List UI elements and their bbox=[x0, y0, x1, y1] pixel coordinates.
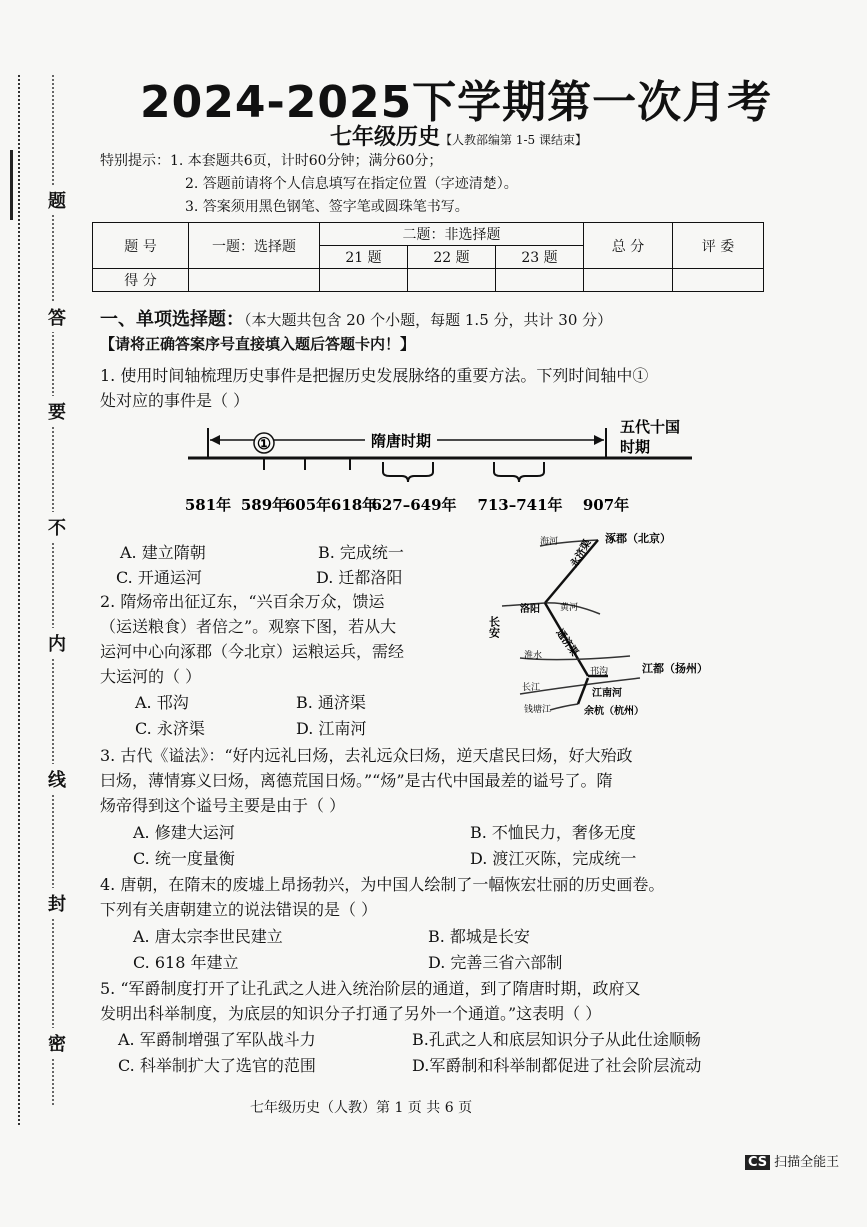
question-2-line: 大运河的（ ） bbox=[100, 667, 202, 686]
option[interactable]: C. 科举制扩大了选官的范围 bbox=[118, 1056, 316, 1075]
binding-char: 要 bbox=[48, 396, 66, 426]
map-label: 江南河 bbox=[592, 688, 622, 699]
cell-total-score: 总 分 bbox=[584, 223, 673, 269]
section-heading bbox=[100, 305, 612, 331]
grand-canal-map bbox=[480, 528, 720, 728]
qiantangjiang-river bbox=[550, 704, 578, 710]
question-5-line: 发明出科举制度，为底层的知识分子打通了另外一个通道。”这表明（ ） bbox=[100, 1004, 602, 1023]
jiangnanhe-canal bbox=[578, 678, 588, 704]
map-label: 长安 bbox=[487, 616, 501, 638]
map-label: 黄河 bbox=[560, 603, 579, 613]
score-input-q23[interactable] bbox=[496, 269, 584, 292]
option[interactable]: D. 江南河 bbox=[296, 719, 367, 738]
question-3-line: 炀帝得到这个谥号主要是由于（ ） bbox=[100, 796, 346, 815]
year-label: 618年 bbox=[330, 496, 378, 514]
binding-dotted-line-inner bbox=[52, 75, 54, 1105]
map-label: 邗沟 bbox=[590, 667, 609, 677]
question-4-line: 下列有关唐朝建立的说法错误的是（ ） bbox=[100, 900, 378, 919]
option[interactable]: B. 不恤民力，奢侈无度 bbox=[470, 823, 636, 842]
map-label: 淮水 bbox=[524, 651, 543, 661]
cell-choice-section: 一题：选择题 bbox=[189, 223, 320, 269]
option[interactable]: A. 建立隋朝 bbox=[120, 543, 206, 562]
cell-q21: 21 题 bbox=[320, 246, 408, 269]
year-label: 581年 bbox=[184, 496, 232, 514]
exam-title: 2024-2025下学期第一次月考 bbox=[140, 77, 773, 128]
option[interactable]: D.军爵制和科举制都促进了社会阶层流动 bbox=[412, 1056, 702, 1075]
option[interactable]: C. 618 年建立 bbox=[133, 953, 239, 972]
question-2-line: 2. 隋炀帝出征辽东，“兴百余万众，馈运 bbox=[100, 592, 385, 611]
cell-q23: 23 题 bbox=[496, 246, 584, 269]
scope-note: 【人教部编第 1-5 课结束】 bbox=[440, 133, 587, 147]
subject-label: 七年级历史 bbox=[330, 124, 441, 150]
score-input-q21[interactable] bbox=[320, 269, 408, 292]
year-label: 627–649年 bbox=[371, 496, 457, 514]
map-label: 长江 bbox=[522, 683, 541, 693]
option[interactable]: D. 完善三省六部制 bbox=[428, 953, 563, 972]
map-label: 永济渠 bbox=[569, 538, 594, 570]
note-line: 3. 答案须用黑色钢笔、签字笔或圆珠笔书写。 bbox=[185, 199, 469, 215]
map-label: 海河 bbox=[540, 537, 559, 547]
marker-label: ① bbox=[256, 434, 272, 453]
map-label: 通济渠 bbox=[553, 627, 580, 659]
map-label: 余杭（杭州） bbox=[584, 706, 644, 717]
map-label: 洛阳 bbox=[520, 604, 540, 615]
question-5-line: 5. “军爵制度打开了让孔武之人进入统治阶层的通道，到了隋唐时期，政府又 bbox=[100, 979, 641, 998]
option[interactable]: C. 开通运河 bbox=[116, 568, 202, 587]
option[interactable]: B. 完成统一 bbox=[318, 543, 404, 562]
option[interactable]: A. 唐太宗李世民建立 bbox=[133, 927, 283, 946]
section-desc: （本大题共包含 20 个小题，每题 1.5 分，共计 30 分） bbox=[244, 311, 613, 329]
option[interactable]: A. 修建大运河 bbox=[133, 823, 235, 842]
section-title: 一、单项选择题： bbox=[100, 309, 244, 330]
answer-hint: 【请将正确答案序号直接填入题后答题卡内！】 bbox=[100, 335, 416, 353]
note-line: 2. 答题前请将个人信息填写在指定位置（字迹清楚）。 bbox=[185, 176, 518, 192]
option[interactable]: B. 都城是长安 bbox=[428, 927, 530, 946]
binding-dotted-line bbox=[18, 75, 20, 1125]
arrow-left-icon bbox=[210, 435, 220, 445]
score-table bbox=[92, 222, 764, 292]
arrow-right-icon bbox=[594, 435, 604, 445]
map-label: 钱塘江 bbox=[524, 705, 552, 715]
score-input-choice[interactable] bbox=[189, 269, 320, 292]
question-1-line: 处对应的事件是（ ） bbox=[100, 391, 250, 410]
cell-grader: 评 委 bbox=[673, 223, 764, 269]
question-1-line: 1. 使用时间轴梳理历史事件是把握历史发展脉络的重要方法。下列时间轴中① bbox=[100, 366, 649, 385]
option[interactable]: C. 永济渠 bbox=[135, 719, 205, 738]
option[interactable]: D. 迁都洛阳 bbox=[316, 568, 403, 587]
right-period-label: 时期 bbox=[620, 438, 651, 456]
cell-nonchoice-section: 二题：非选择题 bbox=[320, 223, 584, 246]
watermark-text: 扫描全能王 bbox=[774, 1155, 840, 1170]
question-2-line: 运河中心向涿郡（今北京）运粮运兵，需经 bbox=[100, 642, 405, 661]
binding-char: 封 bbox=[48, 888, 66, 918]
brace-713-741 bbox=[494, 462, 544, 482]
map-label: 江都（扬州） bbox=[642, 662, 708, 675]
binding-char: 密 bbox=[48, 1028, 66, 1058]
cell-q22: 22 题 bbox=[408, 246, 496, 269]
right-period-label: 五代十国 bbox=[620, 418, 681, 436]
cell-question-number: 题 号 bbox=[93, 223, 189, 269]
scanner-watermark bbox=[745, 1151, 839, 1170]
option[interactable]: A. 邗沟 bbox=[135, 693, 189, 712]
question-4-line: 4. 唐朝，在隋末的废墟上昂扬勃兴，为中国人绘制了一幅恢宏壮丽的历史画卷。 bbox=[100, 875, 665, 894]
binding-bar bbox=[10, 150, 13, 220]
binding-char: 内 bbox=[48, 628, 66, 658]
page-footer: 七年级历史（人教）第 1 页 共 6 页 bbox=[250, 1100, 473, 1116]
score-input-total[interactable] bbox=[584, 269, 673, 292]
question-3-line: 曰炀，薄情寡义曰炀，离德荒国日炀。”“炀”是古代中国最差的谥号了。隋 bbox=[100, 771, 613, 790]
map-label: 涿郡（北京） bbox=[605, 532, 671, 545]
option[interactable]: A. 军爵制增强了军队战斗力 bbox=[118, 1030, 316, 1049]
option[interactable]: D. 渡江灭陈，完成统一 bbox=[470, 849, 637, 868]
cs-logo-icon: CS bbox=[745, 1155, 770, 1170]
year-label: 605年 bbox=[284, 496, 332, 514]
year-label: 907年 bbox=[582, 496, 630, 514]
score-input-grader[interactable] bbox=[673, 269, 764, 292]
cell-score-label: 得 分 bbox=[93, 269, 189, 292]
year-label: 589年 bbox=[240, 496, 288, 514]
year-label: 713–741年 bbox=[477, 496, 563, 514]
timeline-diagram bbox=[180, 410, 720, 520]
question-3-line: 3. 古代《谥法》：“好内远礼曰炀，去礼远众曰炀，逆天虐民曰炀，好大殆政 bbox=[100, 746, 633, 765]
period-label: 隋唐时期 bbox=[370, 432, 432, 450]
exam-subtitle bbox=[330, 120, 587, 151]
brace-627-649 bbox=[383, 462, 433, 482]
binding-char: 线 bbox=[48, 764, 66, 794]
special-notes bbox=[100, 150, 518, 219]
option[interactable]: B. 通济渠 bbox=[296, 693, 366, 712]
binding-char: 不 bbox=[48, 512, 66, 542]
note-line: 特别提示：1. 本套题共6页，计时60分钟；满分60分； bbox=[100, 153, 443, 169]
option[interactable]: C. 统一度量衡 bbox=[133, 849, 235, 868]
score-input-q22[interactable] bbox=[408, 269, 496, 292]
question-2-line: （运送粮食）者倍之”。观察下图，若从大 bbox=[100, 617, 397, 636]
option[interactable]: B.孔武之人和底层知识分子从此仕途顺畅 bbox=[412, 1030, 701, 1049]
binding-char: 题 bbox=[48, 185, 66, 215]
binding-char: 答 bbox=[48, 302, 66, 332]
